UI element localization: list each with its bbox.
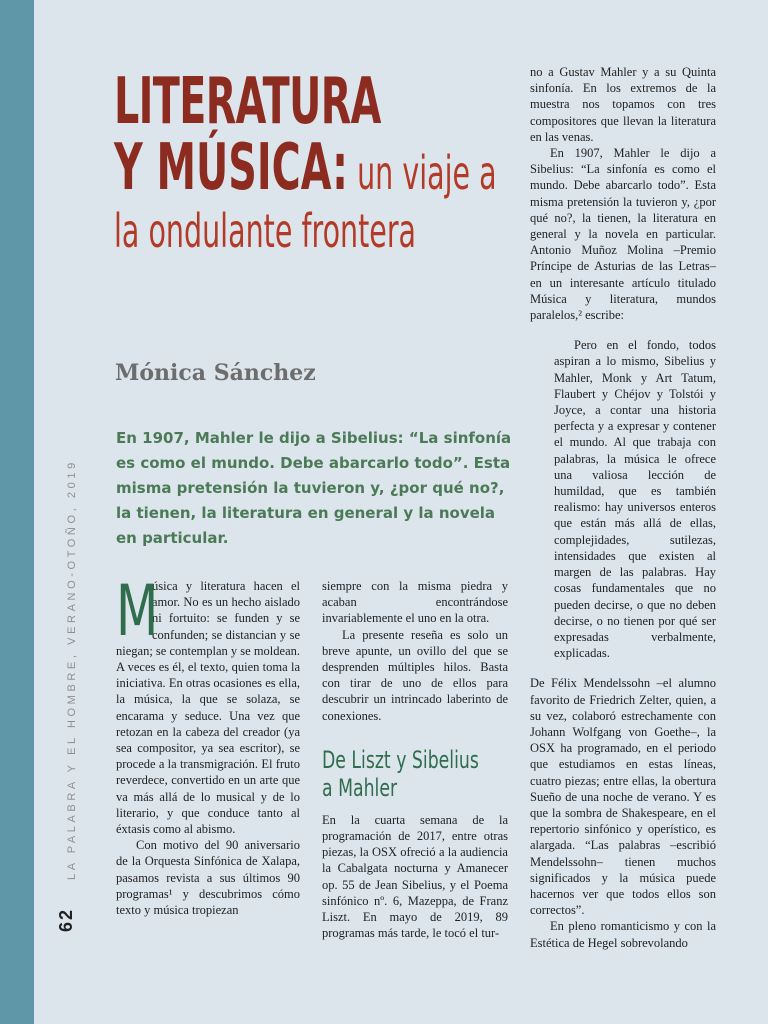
side-color-stripe xyxy=(0,0,34,1024)
section-heading-line-2: a Mahler xyxy=(322,773,398,802)
paragraph: La presente reseña es solo un breve apunte, un ovillo del que se desprenden múltiples hilos. Basta con tirar de uno de ellos para descubrir un intrincado laberinto de conexiones. xyxy=(322,627,508,723)
paragraph-text: úsica y literatura hacen el amor. No es un hecho aislado ni fortuito: se funden y se confunden; se distancian y se niegan; se contemplan y se moldean. A veces es él, el texto, quien toma la iniciativa. En otras ocasiones es ella, la música, la que se solaza, se encarama y seduce. Una vez que retozan en la cabeza del creador (ya sea compositor, ya sea escritor), se procede a la transmigración. El fruto reverdece, convertido en un arte que va más allá de lo musical y de lo literario, y que conduce tanto al éxtasis como al abismo. xyxy=(116,579,300,837)
title-line-1: LITERATURA xyxy=(114,65,381,139)
block-quote xyxy=(554,337,716,661)
title-line-2 xyxy=(114,131,497,205)
article-title xyxy=(114,65,524,258)
paragraph: Con motivo del 90 aniversario de la Orquesta Sinfónica de Xalapa, pasamos revista a sus últimos 90 programas¹ y descubrimos cómo texto y música tropiezan xyxy=(116,838,300,918)
author-name: Mónica Sánchez xyxy=(115,360,316,386)
paragraph: De Félix Mendelssohn –el alumno favorito de Friedrich Zelter, quien, a su vez, colaboró estrechamente con Johann Wolfgang von Goethe–, la OSX ha programado, en el periodo que estudiamos en estas líneas, cuatro piezas; entre ellas, la obertura Sueño de una noche de verano. Y es que la sombra de Shakespeare, en el repertorio sinfónico y operístico, es alargada. “Las palabras –escribió Mendelssohn– tienen muchos significados y la música puede hacernos ver que todos ellos son correctos”. xyxy=(530,676,716,918)
page-number: 62 xyxy=(56,907,76,932)
quote-text: Pero en el fondo, todos aspiran a lo mismo, Sibelius y Mahler, Monk y Art Tatum, Flaubert y Chéjov y Tolstói y Joyce, a contar una historia perfecta y a expresar y contener el mundo. Al que trabaja con palabras, la música le ofrece una valiosa lección de humildad, que es también realismo: hay universos enteros que están más allá de ellas, complejidades, sutilezas, intensidades que existen al margen de las palabras. Hay cosas fundamentales que no pueden decirse, o que no deben decirse, o no tienen por qué ser expresadas verbalmente, explicadas. xyxy=(554,338,716,661)
section-heading-line-1: De Liszt y Sibelius xyxy=(322,745,479,774)
running-head-text: LA PALABRA Y EL HOMBRE, VERANO-OTOÑO, 2019 xyxy=(66,459,78,880)
title-subtitle-part-1: un viaje a xyxy=(348,146,497,200)
paragraph xyxy=(116,570,300,837)
paragraph: siempre con la misma piedra y acaban encontrándose invariablemente el uno en la otra. xyxy=(322,579,508,626)
body-column-2 xyxy=(322,578,508,941)
title-line-2-main: Y MÚSICA: xyxy=(114,131,349,205)
paragraph: En pleno romanticismo y con la Estética de Hegel sobrevolando xyxy=(530,919,716,950)
title-subtitle-part-2: la ondulante frontera xyxy=(114,204,417,258)
section-heading xyxy=(322,745,479,802)
paragraph: no a Gustav Mahler y a su Quinta sinfonía. En los extremos de la muestra nos topamos con tres compositores que llevan la literatura en las venas. xyxy=(530,65,716,144)
body-column-3 xyxy=(530,64,716,951)
lead-paragraph: En 1907, Mahler le dijo a Sibelius: “La sinfonía es como el mundo. Debe abarcarlo todo”. Esta misma pretensión la tuvieron y, ¿por qué no?, la tienen, la literatura en general y la novela en particular. xyxy=(116,429,512,547)
paragraph: En la cuarta semana de la programación de 2017, entre otras piezas, la OSX ofreció a la audiencia la Cabalgata nocturna y Amanecer op. 55 de Jean Sibelius, y el Poema sinfónico nº. 6, Mazeppa, de Franz Liszt. En mayo de 2019, 89 programas más tarde, le tocó el tur- xyxy=(322,812,508,941)
paragraph: En 1907, Mahler le dijo a Sibelius: “La sinfonía es como el mundo. Debe abarcarlo todo”. Esta misma pretensión la tuvieron y, ¿por qué no?, la tienen, la literatura en general y la novela en particular. Antonio Muñoz Molina –Premio Príncipe de Asturias de las Letras– en un interesante artículo titulado Música y literatura, mundos paralelos,² escribe: xyxy=(530,146,716,323)
running-head xyxy=(66,459,78,880)
drop-cap: M xyxy=(116,570,159,652)
body-column-1 xyxy=(116,570,300,918)
